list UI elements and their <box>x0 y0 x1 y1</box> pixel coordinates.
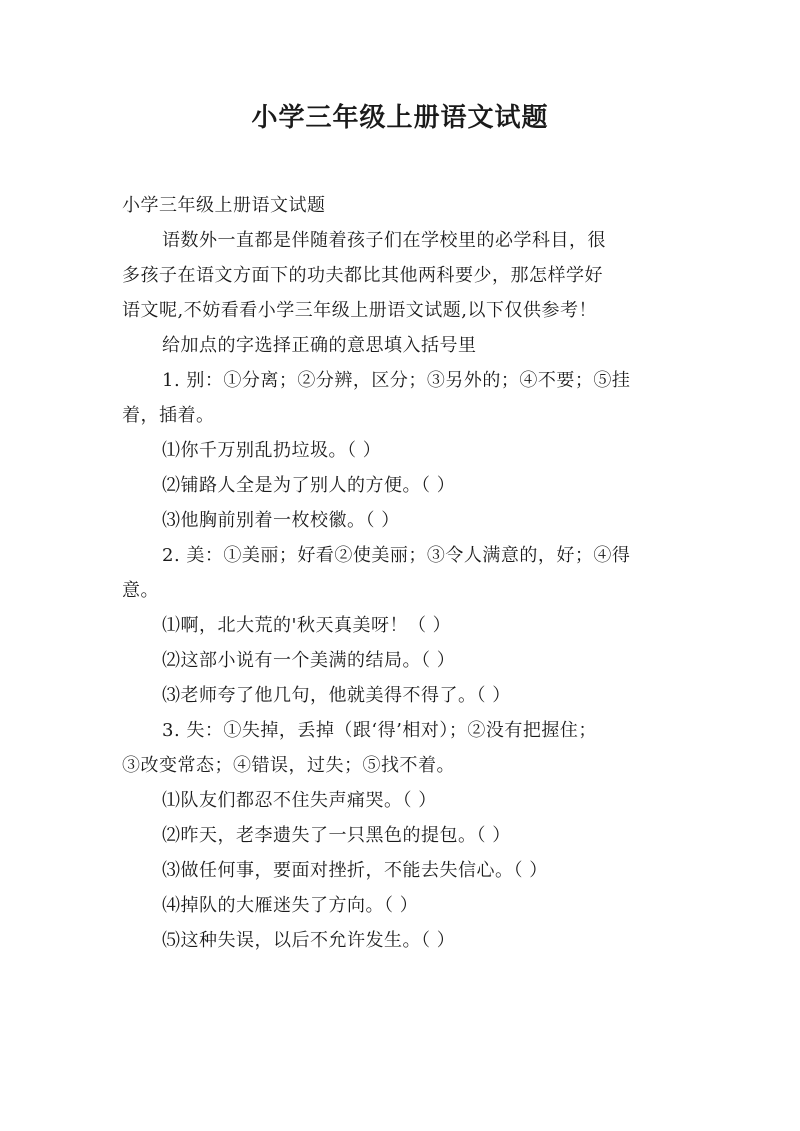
document-body <box>122 188 684 958</box>
question-item: ⑶做任何事，要面对挫折，不能去失信心。（ ） <box>162 860 548 881</box>
definition-line: 1. 别：①分离；②分辨，区分；③另外的；④不要；⑤挂 <box>162 370 631 391</box>
document-subtitle: 小学三年级上册语文试题 <box>122 195 326 216</box>
definition-line: 着，插着。 <box>122 405 215 426</box>
intro-line: 多孩子在语文方面下的功夫都比其他两科要少，那怎样学好 <box>122 265 603 286</box>
question-item: ⑴啊，北大荒的'秋天真美呀！（ ） <box>162 615 452 636</box>
section-1-definition <box>122 363 684 433</box>
question-item: ⑵昨天，老李遗失了一只黑色的提包。（ ） <box>162 825 511 846</box>
question-item: ⑵铺路人全是为了别人的方便。（ ） <box>162 475 456 496</box>
definition-line: 3. 失：①失掉，丢掉（跟‘得’相对）；②没有把握住； <box>162 720 597 741</box>
intro-line: 语文呢,不妨看看小学三年级上册语文试题,以下仅供参考！ <box>122 300 597 321</box>
definition-line: 意。 <box>122 580 159 601</box>
intro-paragraph <box>122 223 684 328</box>
instruction-text: 给加点的字选择正确的意思填入括号里 <box>162 335 477 356</box>
section-3-definition <box>122 713 684 783</box>
document-title: 小学三年级上册语文试题 <box>251 103 549 133</box>
section-2-definition <box>122 538 684 608</box>
definition-line: ③改变常态；④错误，过失；⑤找不着。 <box>122 755 455 776</box>
question-item: ⑶他胸前别着一枚校徽。（ ） <box>162 510 400 531</box>
question-item: ⑶老师夸了他几句，他就美得不得了。（ ） <box>162 685 511 706</box>
intro-line: 语数外一直都是伴随着孩子们在学校里的必学科目，很 <box>162 230 606 251</box>
question-item: ⑵这部小说有一个美满的结局。（ ） <box>162 650 456 671</box>
question-item: ⑴队友们都忍不住失声痛哭。（ ） <box>162 790 437 811</box>
definition-line: 2. 美：①美丽；好看②使美丽；③令人满意的，好；④得 <box>162 545 631 566</box>
question-item: ⑴你千万别乱扔垃圾。（ ） <box>162 440 382 461</box>
question-item: ⑷掉队的大雁迷失了方向。（ ） <box>162 895 419 916</box>
question-item: ⑸这种失误，以后不允许发生。（ ） <box>162 930 456 951</box>
